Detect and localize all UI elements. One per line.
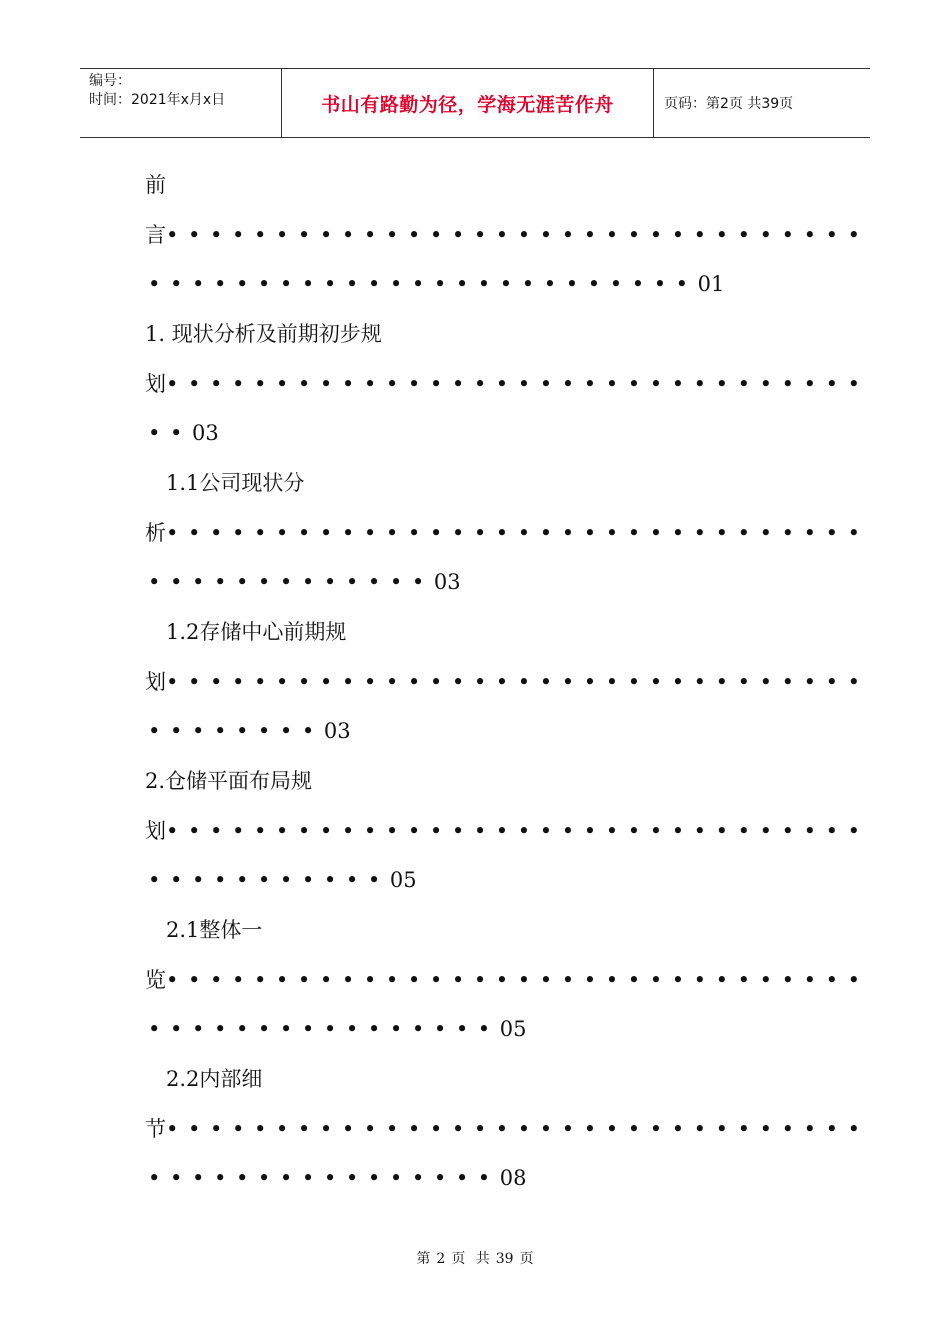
toc-line <box>145 172 166 198</box>
header-motto: 书山有路勤为径，学海无涯苦作舟 <box>282 69 654 137</box>
toc-page-number: 03 <box>191 421 219 445</box>
toc-line <box>148 569 461 595</box>
toc-text: 析 <box>145 521 166 545</box>
toc-line <box>145 371 870 397</box>
toc-line <box>145 321 382 347</box>
footer-total-pages: 39 <box>495 1251 514 1267</box>
document-header <box>80 68 870 138</box>
toc-line <box>148 271 724 297</box>
toc-page-number: 03 <box>433 570 461 594</box>
toc-text: 1.2存储中心前期规 <box>166 620 347 644</box>
toc-line <box>145 222 870 248</box>
toc-text: 2.1整体一 <box>166 918 263 942</box>
toc-page-number: 01 <box>697 272 725 296</box>
toc-leader-dots: •••••••••••••••••••••••••••••••• <box>166 819 870 843</box>
footer-page-prefix: 第 <box>416 1251 431 1267</box>
toc-line <box>166 619 346 645</box>
header-meta-cell <box>80 69 282 137</box>
toc-text: 1. 现状分析及前期初步规 <box>145 322 382 346</box>
toc-text: 划 <box>145 819 166 843</box>
footer-current-page: 2 <box>436 1251 446 1267</box>
toc-line <box>166 470 304 496</box>
toc-page-number: 08 <box>499 1166 527 1190</box>
toc-text: 前 <box>145 173 166 197</box>
footer-page-word: 页 <box>451 1251 466 1267</box>
toc-page-number: 05 <box>499 1017 527 1041</box>
toc-leader-dots: •••••••••••••••• <box>148 1017 500 1041</box>
toc-line <box>145 967 870 993</box>
toc-leader-dots: •••••••••••••••••••••••••••••••• <box>166 521 870 545</box>
toc-text: 2.2内部细 <box>166 1067 263 1091</box>
toc-text: 览 <box>145 968 166 992</box>
toc-line <box>166 917 262 943</box>
footer-total-prefix: 共 <box>475 1251 490 1267</box>
toc-line <box>145 768 312 794</box>
header-page-info: 页码：第2页 共39页 <box>664 96 794 112</box>
footer-page-word-2: 页 <box>519 1251 534 1267</box>
toc-line <box>148 420 219 446</box>
toc-text: 划 <box>145 670 166 694</box>
toc-leader-dots: •••••••• <box>148 719 324 743</box>
toc-text: 划 <box>145 372 166 396</box>
toc-line <box>145 520 870 546</box>
toc-leader-dots: •••••••••••••••• <box>148 1166 500 1190</box>
toc-line <box>145 1116 870 1142</box>
toc-text: 节 <box>145 1117 166 1141</box>
toc-text: 言 <box>145 223 166 247</box>
toc-leader-dots: •••••••••••••••••••••••••••••••• <box>166 223 870 247</box>
toc-leader-dots: •••••••••••••••••••••••••••••••• <box>166 670 870 694</box>
toc-line <box>148 718 351 744</box>
toc-leader-dots: •••••••••••••••••••••••••••••••• <box>166 1117 870 1141</box>
toc-text: 1.1公司现状分 <box>166 471 305 495</box>
toc-leader-dots: ••••••••••••• <box>148 570 434 594</box>
toc-page-number: 03 <box>323 719 351 743</box>
toc-line <box>145 818 870 844</box>
toc-line <box>166 1066 262 1092</box>
toc-leader-dots: •••••••••••••••••••••••••••••••• <box>166 968 870 992</box>
document-number-label: 编号： <box>89 73 131 89</box>
toc-text: 2.仓储平面布局规 <box>145 769 313 793</box>
document-time-label: 时间：2021年x月x日 <box>89 92 226 108</box>
page-footer <box>0 1248 950 1268</box>
toc-leader-dots: ••••••••••• <box>148 868 390 892</box>
toc-page-number: 05 <box>389 868 417 892</box>
toc-line <box>148 867 417 893</box>
toc-line <box>148 1165 527 1191</box>
toc-line <box>145 669 870 695</box>
toc-line <box>148 1016 527 1042</box>
toc-leader-dots: •••••••••••••••••••••••••••••••• <box>166 372 870 396</box>
toc-leader-dots: ••••••••••••••••••••••••• <box>148 272 698 296</box>
toc-leader-dots: •• <box>148 421 192 445</box>
